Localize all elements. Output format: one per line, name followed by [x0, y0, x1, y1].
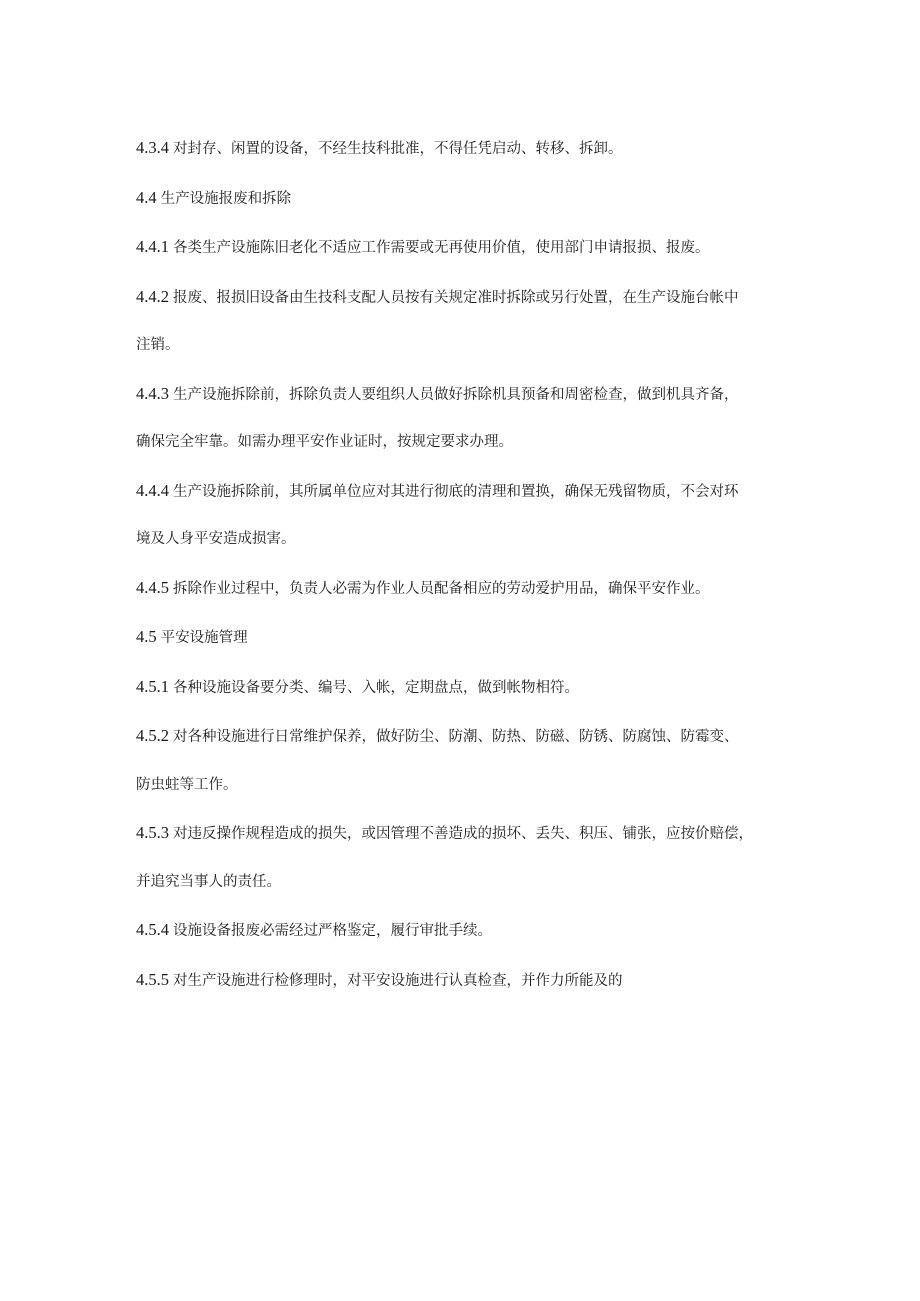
paragraph-line	[136, 467, 806, 517]
paragraph-line	[136, 174, 806, 224]
paragraph-text: 平安设施管理	[160, 630, 248, 646]
section-number: 4.4.4	[136, 480, 169, 500]
paragraph-4-5-3	[136, 809, 806, 906]
section-number: 4.5.1	[136, 676, 169, 696]
paragraph-text: 生产设施拆除前，其所属单位应对其进行彻底的清理和置换，确保无残留物质，不会对环	[173, 483, 739, 500]
paragraph-text: 并追究当事人的责任。	[136, 873, 281, 890]
section-number: 4.4.5	[136, 577, 169, 597]
section-number: 4.5.3	[136, 823, 169, 842]
paragraph-4-3-4	[136, 124, 806, 174]
paragraph-text: 各种设施设备要分类、编号、入帐，定期盘点，做到帐物相符。	[173, 679, 579, 696]
paragraph-line	[136, 859, 806, 907]
paragraph-line	[136, 370, 806, 420]
paragraph-text: 境及人身平安造成损害。	[136, 531, 296, 547]
paragraph-4-4-3	[136, 370, 806, 467]
paragraph-text: 各类生产设施陈旧老化不适应工作需要或无再使用价值，使用部门申请报损、报废。	[173, 240, 710, 256]
paragraph-text: 防虫蛀等工作。	[136, 776, 238, 793]
section-number: 4.3.4	[136, 138, 169, 157]
paragraph-text: 生产设施报废和拆除	[160, 190, 292, 207]
paragraph-text: 拆除作业过程中，负责人必需为作业人员配备相应的劳动爱护用品，确保平安作业。	[173, 580, 710, 597]
section-number: 4.5.5	[136, 969, 169, 989]
paragraph-text: 设施设备报废必需经过严格鉴定，履行审批手续。	[173, 923, 492, 939]
paragraph-text: 确保完全牢靠。如需办理平安作业证时，按规定要求办理。	[136, 434, 513, 450]
paragraph-line	[136, 762, 806, 810]
paragraph-text: 生产设施拆除前，拆除负责人要组织人员做好拆除机具预备和周密检查，做到机具齐备，	[173, 386, 739, 403]
section-number: 4.4.1	[136, 237, 169, 256]
paragraph-line	[136, 223, 806, 273]
paragraph-4-4-5	[136, 564, 806, 614]
paragraph-line	[136, 956, 806, 1006]
document-body	[136, 124, 806, 1005]
paragraph-text: 对生产设施进行检修理时，对平安设施进行认真检查，并作力所能及的	[173, 972, 623, 989]
paragraph-4-4	[136, 174, 806, 224]
paragraph-line	[136, 322, 806, 370]
paragraph-4-4-4	[136, 467, 806, 564]
paragraph-4-5	[136, 613, 806, 663]
paragraph-line	[136, 564, 806, 614]
paragraph-4-4-1	[136, 223, 806, 273]
paragraph-line	[136, 124, 806, 174]
paragraph-4-5-4	[136, 906, 806, 956]
section-number: 4.5	[136, 627, 157, 646]
paragraph-line	[136, 906, 806, 956]
paragraph-line	[136, 613, 806, 663]
section-number: 4.4	[136, 187, 157, 207]
paragraph-4-5-5	[136, 956, 806, 1006]
paragraph-text: 注销。	[136, 337, 180, 353]
paragraph-line	[136, 712, 806, 762]
paragraph-line	[136, 273, 806, 323]
paragraph-4-4-2	[136, 273, 806, 370]
paragraph-text: 对各种设施进行日常维护保养，做好防尘、防潮、防热、防磁、防锈、防腐蚀、防霉变、	[173, 729, 739, 745]
paragraph-line	[136, 809, 806, 859]
paragraph-text: 对封存、闲置的设备，不经生技科批准，不得任凭启动、转移、拆卸。	[173, 141, 623, 157]
paragraph-4-5-1	[136, 663, 806, 713]
paragraph-text: 报废、报损旧设备由生技科支配人员按有关规定准时拆除或另行处置，在生产设施台帐中	[173, 289, 739, 306]
section-number: 4.5.2	[136, 726, 169, 745]
section-number: 4.4.2	[136, 286, 169, 306]
paragraph-4-5-2	[136, 712, 806, 809]
section-number: 4.4.3	[136, 383, 169, 403]
section-number: 4.5.4	[136, 920, 169, 939]
paragraph-line	[136, 516, 806, 564]
paragraph-text: 对违反操作规程造成的损失，或因管理不善造成的损坏、丢失、积压、铺张，应按价赔偿，	[173, 826, 753, 842]
paragraph-line	[136, 663, 806, 713]
paragraph-line	[136, 419, 806, 467]
